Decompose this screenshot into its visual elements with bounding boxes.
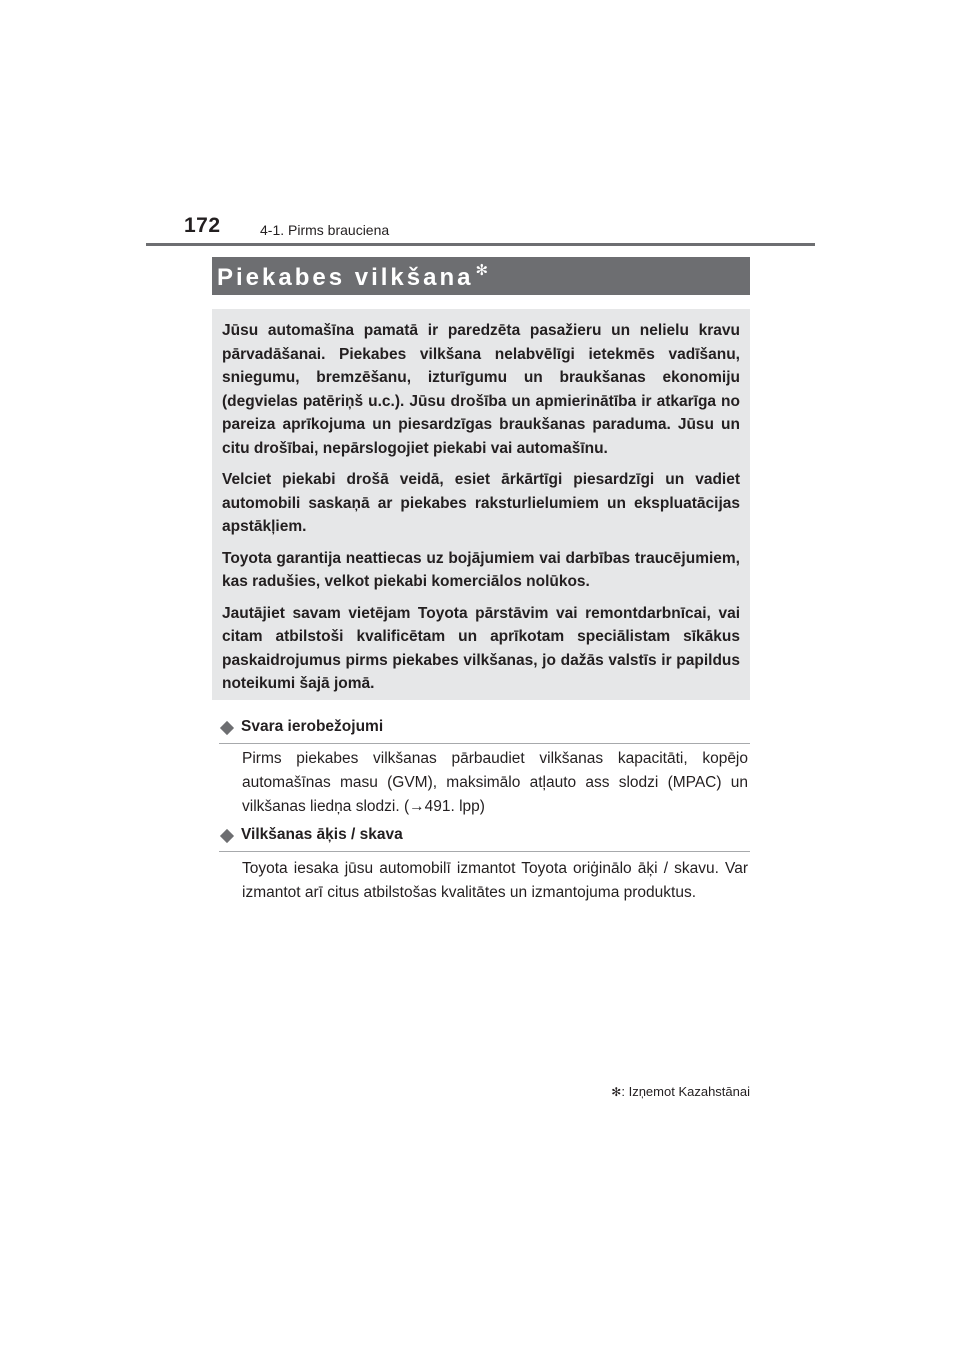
section-title-band [212,257,750,295]
header-rule [146,243,815,246]
intro-paragraph: Velciet piekabi drošā veidā, esiet ārkārtīgi piesardzīgi un vadiet automobili saskaņā ar piekabes raksturlielumiem un ekspluatācijas apstākļiem. [222,471,740,535]
section-title-text: Piekabes vilkšana [217,264,474,291]
diamond-bullet-icon [220,721,234,735]
title-asterisk-icon: ✻ [475,262,489,279]
section-title [217,261,488,292]
tow-hitch-paragraph: Toyota iesaka jūsu automobilī izmantot Toyota oriģinālo āķi / skavu. Var izmantot arī citus atbilstošas kvalitātes un izmantojuma produktus. [242,860,748,901]
diamond-bullet-icon [220,829,234,843]
subheading-weight-limits [219,718,750,744]
subheading-text: Vilkšanas āķis / skava [241,826,403,843]
intro-paragraph: Toyota garantija neattiecas uz bojājumiem vai darbības traucējumiem, kas radušies, velkot piekabi komerciālos nolūkos. [222,549,740,590]
page-header [184,214,816,246]
footnote-text: : Izņemot Kazahstānai [621,1084,750,1099]
footnote [560,1084,750,1099]
footnote-asterisk-icon: ✻ [611,1085,622,1099]
section-breadcrumb: 4-1. Pirms brauciena [260,222,390,238]
intro-paragraph: Jautājiet savam vietējam Toyota pārstāvim vai remontdarbnīcai, vai citam atbilstoši kvalificētam un aprīkotam speciālistam sīkākus paskaidrojumus pirms piekabes vilkšanas, jo dažās valstīs ir papildus noteikumi šajā jomā. [222,604,740,692]
intro-box [212,309,750,700]
subheading-tow-hitch [219,826,750,852]
page-number: 172 [184,214,221,237]
subheading-text: Svara ierobežojumi [241,718,384,735]
weight-limits-paragraph: Pirms piekabes vilkšanas pārbaudiet vilkšanas kapacitāti, kopējo automašīnas masu (GVM), maksimālo atļauto ass slodzi (MPAC) un vilkšanas liedņa slodzi. (→491. lpp) [242,750,748,815]
intro-paragraph: Jūsu automašīna pamatā ir paredzēta pasažieru un nelielu kravu pārvadāšanai. Piekabes vilkšana nelabvēlīgi ietekmēs vadīšanu, sniegumu, bremzēšanu, izturīgumu un braukšanas ekonomiju (degvielas patēriņš u.c.). Jūsu drošība un apmierinātība ir atkarīga no pareiza aprīkojuma un piesardzīgas braukšanas paraduma. Jūsu un citu drošībai, nepārslogojiet piekabi vai automašīnu. [222,322,740,457]
